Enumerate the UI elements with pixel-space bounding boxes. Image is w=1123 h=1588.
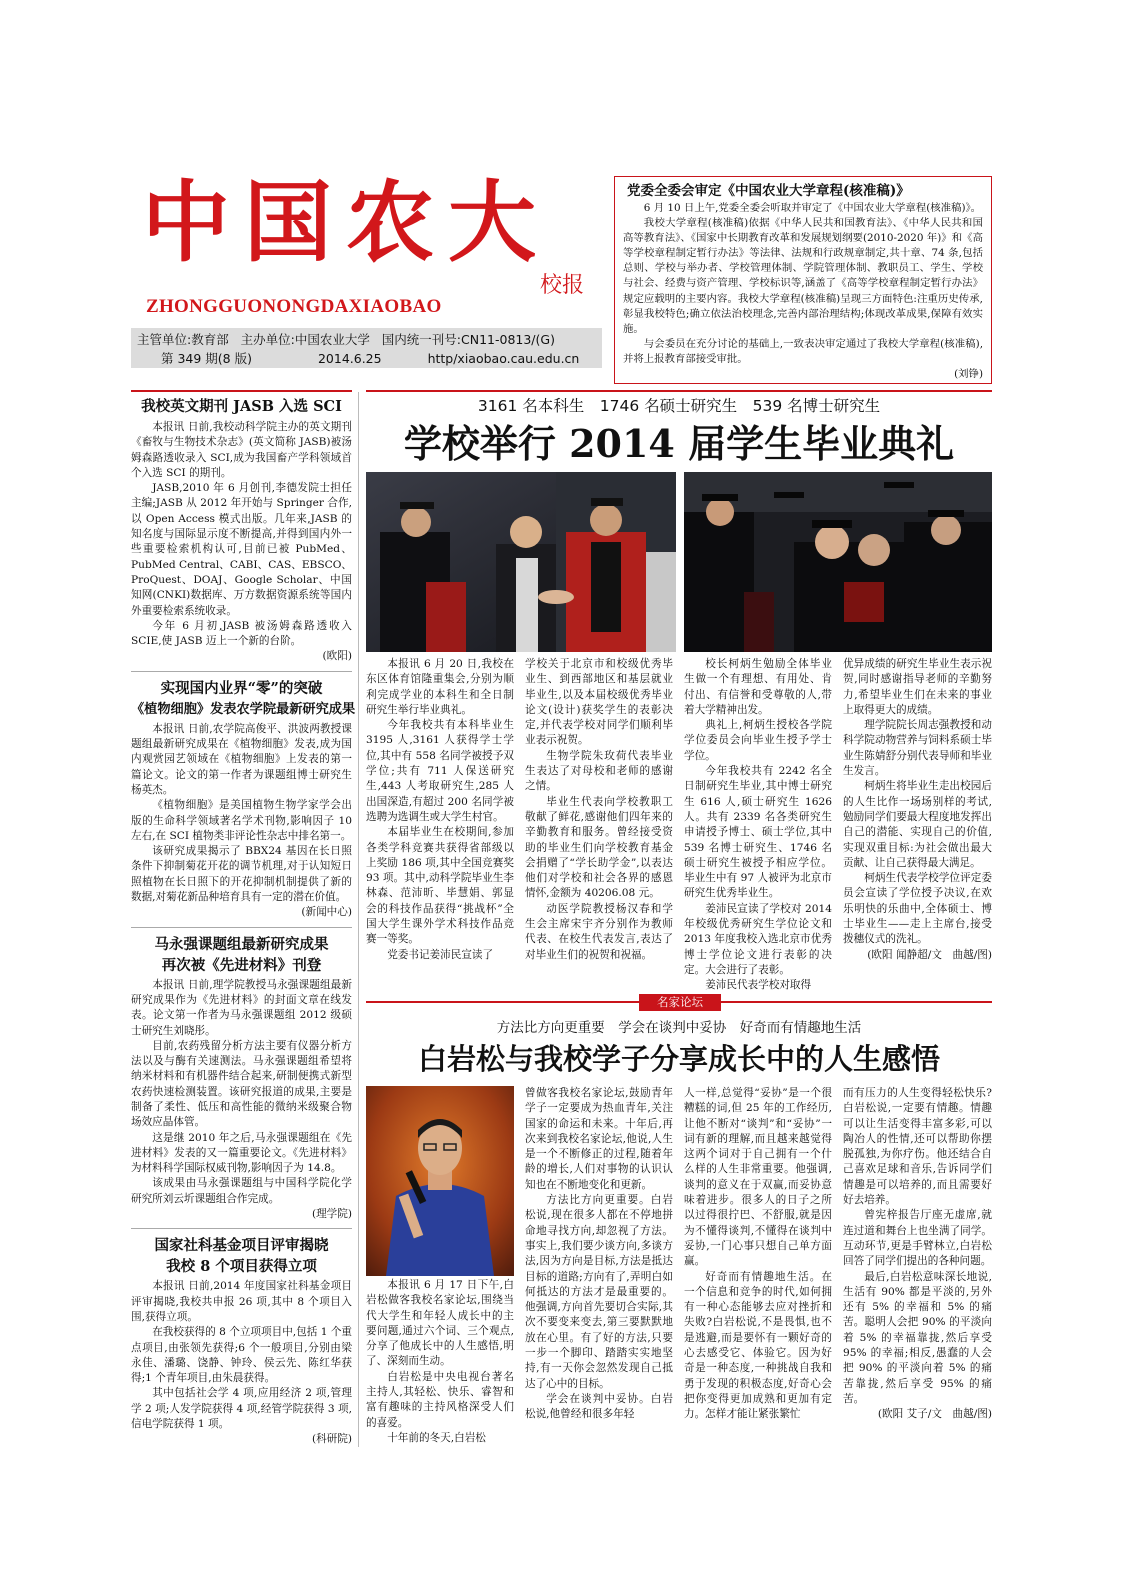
forum-paragraph: 十年前的冬天,白岩松	[387, 1431, 486, 1444]
masthead-title: 中国农大	[142, 170, 551, 274]
graduation-paragraph: 典礼上,柯炳生授校各学院学位委员会向毕业生授予学士学位。	[684, 719, 832, 762]
forum-paragraph: 好奇而有情趣地生活。在一个信息和竞争的时代,如何拥有一种心态能够去应对挫折和失败?白岩松说,不是畏惧,也不是逃避,而是要怀有一颗好奇的心去感受它、体验它。因为好奇是一种态度,一种挑战自我和勇于发现的积极态度,好奇心会把你变得更加成熟和更加有定力。怎样才能让紧张繁忙	[684, 1270, 832, 1421]
forum-headline: 白岩松与我校学子分享成长中的人生感悟	[417, 1042, 940, 1076]
graduation-kicker: 3161 名本科生 1746 名硕士研究生 539 名博士研究生	[477, 397, 881, 415]
divider	[131, 1228, 352, 1229]
brief3-paragraph: 目前,农药残留分析方法主要有仪器分析方法以及与酶有关速测法。马永强课题组希望将纳米材料和有机器件结合起来,研制便携式新型农药快速检测装置。该研究报道的成果,主要是制备了柔性、低压和高性能的微纳米级聚合物场效应晶体管。	[131, 1039, 352, 1129]
brief3-paragraph: 本报讯 日前,理学院教授马永强课题组最新研究成果作为《先进材料》的封面文章在线发表。论文第一作者为马永强课题组 2012 级硕士研究生刘晓彤。	[131, 978, 352, 1037]
forum-paragraph: 学会在谈判中妥协。白岩松说,他曾经和很多年轻	[525, 1392, 673, 1421]
graduation-col-4	[843, 657, 992, 963]
divider	[131, 927, 352, 928]
brief1-paragraph: JASB,2010 年 6 月创刊,李德发院士担任主编;JASB 从 2012 年开始与 Springer 合作,以 Open Access 模式出版。几年来,JASB 的知名度与国际显示度不断提高,并得到国内外一些重要检索机构认可,目前已被 PubMed、PubMed Central、CABI、CAS、EBSCO、ProQuest、DOAJ、Google Scholar、中国知网(CNKI)数据库、万方数据资源系统等国内外重要检索系统收录。	[131, 482, 352, 617]
graduation-paragraph: 本届毕业生在校期间,参加各类学科竞赛共获得省部级以上奖励 186 项,其中全国竞赛奖 93 项。其中,动科学院毕业生李林森、范沛昕、毕慧娟、郭显会的科技作品获得“挑战杯”全国大学生课外学术科技作品竞赛一等奖。	[366, 826, 514, 946]
issn: 国内统一刊号:CN11-0813/(G)	[381, 332, 555, 347]
graduation-paragraph: 柯炳生将毕业生走出校园后的人生比作一场场别样的考试,勉励同学们要最大程度地发挥出自己的潜能、实现自己的价值,实现双重目标:为社会做出最大贡献、让自己获得最大满足。	[843, 780, 992, 869]
forum-col-4	[843, 1086, 992, 1423]
brief1-paragraph: 本报讯 日前,我校动科学院主办的英文期刊《畜牧与生物技术杂志》(英文简称 JASB)被汤姆森路透收录入 SCI,成为我国畜产学科领域首个入选 SCI 的期刊。	[131, 421, 352, 479]
brief3-byline: (理学院)	[311, 1208, 352, 1221]
forum-paragraph: 曾做客我校名家论坛,鼓励青年学子一定要成为热血青年,关注国家的命运和未来。十年后,再次来到我校名家论坛,他说,人生是一个不断修正的过程,随着年龄的增长,人们对事物的认识认知也在不断地变化和更新。	[525, 1087, 673, 1191]
brief2-paragraph: 该研究成果揭示了 BBX24 基因在长日照条件下抑制菊花开花的调节机理,对于认知短日照植物在长日照下的开花抑制机制提供了新的数据,对菊花新品种培育具有一定的潜在价值。	[131, 845, 352, 904]
forum-col-2	[525, 1086, 673, 1423]
brief4-title-line2: 我校 8 个项目获得立项	[166, 1258, 317, 1276]
graduation-paragraph: 生物学院朱玫荷代表毕业生表达了对母校和老师的感谢之情。	[525, 749, 673, 793]
brief3-paragraph: 该成果由马永强课题组与中国科学院化学研究所刘云圻课题组合作完成。	[131, 1177, 352, 1205]
brief4-byline: (科研院)	[311, 1433, 352, 1446]
left-top-rule	[131, 390, 352, 392]
graduation-paragraph: 党委书记姜沛民宣读了	[387, 948, 494, 961]
graduation-col-1	[366, 657, 514, 963]
graduation-headline: 学校举行 2014 届学生毕业典礼	[403, 421, 955, 466]
brief4-title-line1: 国家社科基金项目评审揭晓	[154, 1237, 329, 1255]
charter-paragraph: 6 月 10 日上午,党委全委会听取并审定了《中国农业大学章程(核准稿)》。	[643, 202, 982, 214]
left-column	[131, 396, 356, 1448]
brief2-paragraph: 本报讯 日前,农学院高俊平、洪波两教授课题组最新研究成果在《植物细胞》发表,成为国内观赏园艺领域在《植物细胞》上发表的第一篇论文。论文的第一作者为课题组博士研究生杨英杰。	[131, 722, 352, 796]
masthead-pinyin: ZHONGGUONONGDAXIAOBAO	[146, 296, 442, 317]
forum-paragraph: 方法比方向更重要。白岩松说,现在很多人都在不停地拼命地寻找方向,却忽视了方法。事实上,我们要少谈方向,多谈方法,因为方向是目标,方法是抵达目标的道路;方向有了,弄明白如何抵达的方法才是最重要的。他强调,方向首先要切合实际,其次不要变来变去,第三要默默地放在心里。有了好的方法,只要一步一个脚印、踏踏实实地坚持,有一天你会忽然发现自己抵达了心中的目标。	[525, 1194, 673, 1390]
brief2-title-line2: 《植物细胞》发表农学院最新研究成果	[131, 701, 356, 717]
publisher: 主办单位:中国农业大学	[240, 332, 370, 347]
column-separator	[358, 392, 359, 1447]
graduation-paragraph: 动医学院教授杨汉春和学生会主席宋宇齐分别作为教师代表、在校生代表发言,表达了对毕业生们的祝贺和祝福。	[525, 902, 673, 961]
hug-photo-image	[684, 472, 992, 652]
graduation-paragraph: 优异成绩的研究生毕业生表示祝贺,同时感谢指导老师的辛勤努力,希望毕业生们在未来的事业上取得更大的成绩。	[843, 658, 992, 716]
forum-paragraph: 最后,白岩松意味深长地说,生活有 90% 都是平淡的,另外还有 5% 的幸福和 5% 的痛苦。聪明人会把 90% 的平淡向着 5% 的幸福靠拢,然后享受 95% 的幸福;相反,愚蠢的人会把 90% 的平淡向着 5% 的痛苦靠拢,然后享受 95% 的痛苦。	[843, 1270, 992, 1405]
masthead-subtitle: 校报	[540, 273, 585, 298]
forum-paragraph: 本报讯 6 月 17 日下午,白岩松做客我校名家论坛,围绕当代大学生和年轻人成长中的主要问题,通过六个词、三个观点,分享了他成长中的人生感悟,明了、深刻而生动。	[366, 1279, 514, 1368]
charter-paragraph: 我校大学章程(核准稿)依据《中华人民共和国教育法》、《中华人民共和国高等教育法》、《国家中长期教育改革和发展规划纲要(2010-2020 年)》和《高等学校章程制定暂行办法》等法律、法规和行政规章制定,共十章、74 条,包括总则、学校与举办者、学校管理体制、学院管理体制、教职员工、学生、学校与社会、经费与资产管理、学校标识等,涵盖了《高等学校章程制定暂行办法》规定应载明的主要内容。我校大学章程(核准稿)呈现三方面特色:注重历史传承,彰显我校特色;确立依法治校理念,完善内部治理结构;体现改革成果,保障有效实施。	[623, 217, 983, 335]
brief3-paragraph: 这是继 2010 年之后,马永强课题组在《先进材料》发表的又一篇重要论文。《先进材料》为材料科学国际权威刊物,影响因子为 14.8。	[131, 1131, 352, 1175]
brief3-title-line1: 马永强课题组最新研究成果	[154, 935, 329, 953]
charter-paragraph: 与会委员在充分讨论的基础上,一致表决审定通过了我校大学章程(核准稿),并将上报教育部接受审批。	[623, 337, 983, 365]
graduation-paragraph: 姜沛民宣读了学校对 2014 年校级优秀研究生学位论文和 2013 年度我校入选北京市优秀博士学位论文进行表彰的决定。大会进行了表彰。	[684, 902, 832, 976]
issue-number: 第 349 期(8 版)	[161, 351, 252, 366]
graduation-col-2	[525, 657, 673, 963]
graduation-byline: (欧阳 闻静超/文 曲越/图)	[867, 948, 992, 961]
brief4-paragraph: 本报讯 日前,2014 年度国家社科基金项目评审揭晓,我校共申报 26 项,其中 8 个项目入围,获得立项。	[131, 1280, 352, 1323]
graduation-photo-handshake	[366, 472, 676, 652]
handshake-photo-image	[366, 472, 676, 652]
forum-col-1	[366, 1278, 514, 1446]
graduation-paragraph: 今年我校共有本科毕业生 3195 人,3161 人获得学士学位,其中有 558 名同学被授予双学位;共有 711 人保送研究生,443 人考取研究生,285 人出国深造,有超过 200 名同学被选聘为选调生或大学生村官。	[366, 719, 514, 823]
forum-paragraph: 而有压力的人生变得轻松快乐?白岩松说,一定要有情趣。情趣可以让生活变得丰富多彩,可以陶冶人的性情,还可以帮助你摆脱孤独,为你疗伤。他还结合自己喜欢足球和音乐,告诉同学们情趣是可以培养的,而且需要好好去培养。	[843, 1087, 992, 1207]
forum-paragraph: 曾宪梓报告厅座无虚席,就连过道和舞台上也坐满了同学。互动环节,更是手臂林立,白岩松回答了同学们提出的各种问题。	[843, 1209, 992, 1268]
issue-info-bar	[131, 328, 602, 368]
brief2-byline: (新闻中心)	[301, 906, 352, 919]
graduation-paragraph: 今年我校共有 2242 名全日制研究生毕业,其中博士研究生 616 人,硕士研究生 1626 人。共有 2339 名各类研究生申请授予博士、硕士学位,其中 539 名博士研究生、1746 名硕士研究生被授予相应学位。毕业生中有 97 人被评为北京市研究生优秀毕业生。	[684, 765, 832, 900]
site-url[interactable]: http/xiaobao.cau.edu.cn	[427, 351, 580, 366]
supervisor: 主管单位:教育部	[137, 332, 229, 347]
graduation-photo-hug	[684, 472, 992, 652]
issue-date: 2014.6.25	[317, 351, 382, 366]
charter-title: 党委全委会审定《中国农业大学章程(核准稿)》	[627, 183, 910, 199]
graduation-paragraph: 学校关于北京市和校级优秀毕业生、到西部地区和基层就业毕业生,以及本届校级优秀毕业论文(设计)获奖学生的表彰决定,并代表学校对同学们顺利毕业表示祝贺。	[525, 658, 673, 747]
graduation-col-3	[684, 657, 832, 994]
graduation-paragraph: 校长柯炳生勉励全体毕业生做一个有理想、有用处、肯付出、有信誉和受尊敬的人,带着大学精神出发。	[684, 658, 832, 716]
forum-paragraph: 人一样,总觉得“妥协”是一个很糟糕的词,但 25 年的工作经历,让他不断对“谈判”和“妥协”一词有新的理解,而且越来越觉得这两个词对于自己拥有一个什么样的人生非常重要。他强调,谈判的意义在于双赢,而妥协意味着进步。很多人的日子之所以过得很拧巴、不舒服,就是因为不懂得谈判,不懂得在谈判中妥协,一门心事只想自己单方面赢。	[684, 1087, 832, 1268]
brief1-title: 我校英文期刊 JASB 入选 SCI	[141, 398, 342, 415]
forum-paragraph: 白岩松是中央电视台著名主持人,其轻松、快乐、睿智和富有趣味的主持风格深受人们的喜爱。	[366, 1370, 514, 1429]
forum-col-3	[684, 1086, 832, 1423]
forum-tag: 名家论坛	[639, 994, 721, 1011]
brief2-paragraph: 《植物细胞》是美国植物生物学家学会出版的生命科学领域著名学术刊物,影响因子 10 左右,在 SCI 植物类非评论性杂志中排名第一。	[131, 799, 352, 842]
graduation-paragraph: 毕业生代表向学校教职工敬献了鲜花,感谢他们四年来的辛勤教育和服务。曾经接受资助的毕业生们向学校教育基金会捐赠了“学长助学金”,以表达他们对学校和社会各界的感恩情怀,金额为 40206.08 元。	[525, 795, 673, 900]
charter-box	[614, 176, 992, 384]
forum-byline: (欧阳 艾子/文 曲越/图)	[877, 1408, 992, 1421]
speaker-photo-image	[366, 1086, 514, 1276]
brief2-title-line1: 实现国内业界“零”的突破	[160, 679, 323, 697]
graduation-top-rule	[366, 390, 992, 392]
brief1-paragraph: 今年 6 月初,JASB 被汤姆森路透收入 SCIE,使 JASB 迈上一个新的台阶。	[131, 619, 352, 648]
brief1-byline: (欧阳)	[322, 650, 352, 663]
graduation-paragraph: 姜沛民代表学校对取得	[705, 979, 812, 992]
brief3-title-line2: 再次被《先进材料》刊登	[161, 956, 322, 974]
forum-kicker: 方法比方向更重要 学会在谈判中妥协 好奇而有情趣地生活	[496, 1020, 862, 1036]
graduation-paragraph: 柯炳生代表学校学位评定委员会宣读了学位授予决议,在欢乐明快的乐曲中,全体硕士、博士毕业生——走上主席台,接受拨穗仪式的洗礼。	[843, 872, 992, 946]
brief4-paragraph: 在我校获得的 8 个立项项目中,包括 1 个重点项目,由张领先获得;6 个一般项目,分别由梁永佳、潘璐、饶静、钟玲、侯云先、陈红华获得;1 个青年项目,由朱晨获得。	[131, 1326, 353, 1385]
charter-byline: (刘铮)	[954, 368, 983, 381]
brief4-paragraph: 其中包括社会学 4 项,应用经济 2 项,管理学 2 项;人发学院获得 4 项,经管学院获得 3 项,信电学院获得 1 项。	[131, 1387, 352, 1431]
divider	[131, 671, 352, 672]
graduation-paragraph: 理学院院长周志强教授和动科学院动物营养与饲料系硕士毕业生陈婧舒分别代表导师和毕业生发言。	[843, 719, 992, 778]
forum-photo-speaker	[366, 1086, 514, 1276]
graduation-paragraph: 本报讯 6 月 20 日,我校在东区体育馆隆重集会,分别为顺利完成学业的本科生和全日制研究生举行毕业典礼。	[366, 658, 514, 716]
